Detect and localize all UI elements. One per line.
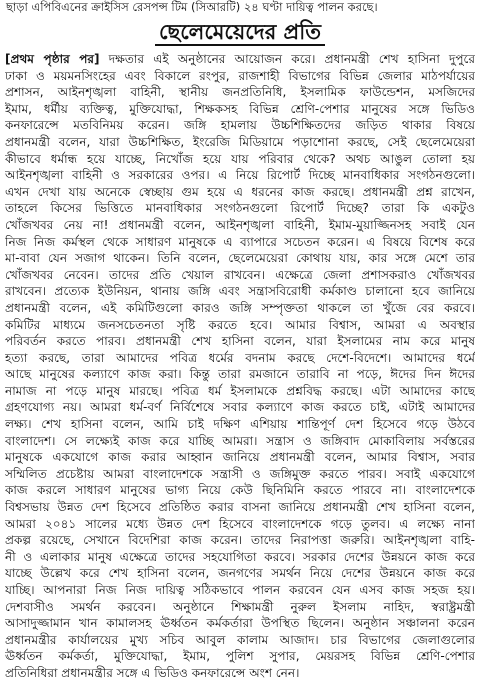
article-line: যাচ্ছে উল্লেখ করে শেখ হাসিনা বলেন, জনগণের সমর্থন নিয়ে দেশের উন্নয়নে কাজ করে bbox=[5, 566, 475, 581]
article-line: ঊর্ধ্বতন কর্মকর্তা, মুক্তিযোদ্ধা, ইমাম, পুলিশ সুপার, মেয়রসহ বিভিন্ন শ্রেণি-পেশার bbox=[5, 649, 475, 664]
article-line: প্রশাসন, আইনশৃঙ্খলা বাহিনী, স্থানীয় জনপ্রতিনিধি, ইসলামিক ফাউন্ডেশন, মসজিদের bbox=[5, 85, 475, 100]
article-line-text: দক্ষতার এই অনুষ্ঠানের আয়োজন করে। প্রধানমন্ত্রী শেখ হাসিনা দুপুরে bbox=[99, 52, 475, 66]
article-line: তাহলে কিসের ভিত্তিতে মানবাধিকার সংগঠনগুলো রিপোর্ট দিচ্ছে? তারা কি একটুও bbox=[5, 201, 475, 216]
article-line: এখন দেখা যায় অনেকে স্বেচ্ছায় গুম হয়ে এ ধরনের কাজ করছে। প্রধানমন্ত্রী প্রশ্ন রাখেন, bbox=[5, 184, 475, 199]
article-line: হত্যা করছে, তারা আমাদের পবিত্র ধর্মের বদনাম করছে দেশে-বিদেশে। আমাদের ধর্মে bbox=[5, 350, 475, 365]
article-line: রাখবেন। প্রত্যেক ইউনিয়ন, থানায় জঙ্গি এবং সন্ত্রাসবিরোধী কর্মকাণ্ড চালানো হবে জানিয়ে bbox=[5, 284, 475, 299]
article-line: কীভাবে ধর্মান্ধ হয়ে যাচ্ছে, নিখোঁজ হয়ে যায় পরিবার থেকে? অথচ আঙুল তোলা হয় bbox=[5, 151, 475, 166]
previous-article-tail: ছাড়া এপিবিএনের ক্রাইসিস রেসপন্স টিম (সিআরটি) ২৪ ঘণ্টা দায়িত্ব পালন করছে। bbox=[6, 0, 378, 14]
article-line: ইমাম, ধর্মীয় ব্যক্তিত্ব, মুক্তিযোদ্ধা, শিক্ষকসহ বিভিন্ন শ্রেণি-পেশার মানুষের সঙ্গে ভিডিও bbox=[5, 101, 475, 116]
article-line: বিশ্বসভায় উন্নত দেশ হিসেবে প্রতিষ্ঠিত করার বাসনা জানিয়ে প্রধানমন্ত্রী শেখ হাসিনা বলেন, bbox=[5, 500, 475, 515]
article-line: সম্মিলিত প্রচেষ্টায় আমরা বাংলাদেশকে সন্ত্রাসী ও জঙ্গিমুক্ত করতে পারব। সবাই একযোগে bbox=[5, 466, 475, 481]
article-line: ঢাকা ও ময়মনসিংহের এবং বিকালে রংপুর, রাজশাহী বিভাগের বিভিন্ন জেলার মাঠপর্যায়ের bbox=[5, 68, 475, 83]
article-line: পরিবর্তন করতে পারব। প্রধানমন্ত্রী শেখ হাসিনা বলেন, যারা ইসলামের নাম করে মানুষ bbox=[5, 334, 475, 349]
article-line: নিজ নিজ কর্মস্থল থেকে সাধারণ মানুষকে এ ব্যাপারে সচেতন করেন। এ বিষয়ে বিশেষ করে bbox=[5, 234, 475, 249]
article-body bbox=[4, 51, 476, 682]
article-line: প্রকল্প রয়েছে, সেখানে বিদেশিরা কাজ করেন। তাদের নিরাপত্তা জরুরি। আইনশৃঙ্খলা বাহি- bbox=[5, 533, 475, 548]
article-line: কমিটির মাধ্যমে জনসচেতনতা সৃষ্টি করতে হবে। আমার বিশ্বাস, আমরা এ অবস্থার bbox=[5, 317, 475, 332]
article-line: নী ও এলাকার মানুষ এক্ষেত্রে তাদের সহযোগিতা করবে। সরকার দেশের উন্নয়নে কাজ করে bbox=[5, 549, 475, 564]
article-line: আসাদুজ্জামান খান কামালসহ ঊর্ধ্বতন কর্মকর্তারা উপস্থিত ছিলেন। অনুষ্ঠান সঞ্চালনা করেন bbox=[5, 616, 475, 631]
article-line: আমরা ২০৪১ সালের মধ্যে উন্নত দেশ হিসেবে বাংলাদেশকে গড়ে তুলব। এ লক্ষ্যে নানা bbox=[5, 516, 475, 531]
article-line bbox=[5, 51, 475, 68]
article-line: কাজ করলে সাধারণ মানুষের ভাগ্য নিয়ে কেউ ছিনিমিনি করতে পারবে না। বাংলাদেশকে bbox=[5, 483, 475, 498]
article-line: মা-বাবা যেন সজাগ থাকেন। তিনি বলেন, ছেলেমেয়েরা কোথায় যায়, কার সঙ্গে মেশে তার bbox=[5, 251, 475, 266]
article-line: প্রতিনিধিরা প্রধানমন্ত্রীর সঙ্গে এ ভিডিও কনফারেন্সে অংশ নেন। bbox=[5, 665, 300, 680]
article-line: আছে মানুষের কল্যাণে কাজ করা। কিন্তু তারা রমজানে তারাবি না পড়ে, ঈদের দিন ঈদের bbox=[5, 367, 475, 382]
article-line: প্রধানমন্ত্রীর কার্যালয়ের মুখ্য সচিব আবুল কালাম আজাদ। চার বিভাগের জেলাগুলোর bbox=[5, 632, 475, 647]
article-line: বাংলাদেশ। সে লক্ষ্যেই কাজ করে যাচ্ছি আমরা। সন্ত্রাস ও জঙ্গিবাদ মোকাবিলায় সর্বস্তরের bbox=[5, 433, 475, 448]
article-line: প্রধানমন্ত্রী বলেন, এই কমিটিগুলো কারও জঙ্গি সম্পৃক্ততা থাকলে তা খুঁজে বের করবে। bbox=[5, 300, 475, 315]
article-line: কনফারেন্সে মতবিনিময় করেন। জঙ্গি হামলায় উচ্চশিক্ষিতদের জড়িত থাকার বিষয়ে bbox=[5, 118, 475, 133]
article-line: খোঁজখবর নেবেন। তাদের প্রতি খেয়াল রাখবেন। এক্ষেত্রে জেলা প্রশাসকরাও খোঁজখবর bbox=[5, 267, 475, 282]
article-headline bbox=[4, 17, 476, 51]
article-line: খোঁজখবর নেয় না! প্রধানমন্ত্রী বলেন, আইনশৃঙ্খলা বাহিনী, ইমাম-মুয়াজ্জিনসহ সবাই যেন bbox=[5, 217, 475, 232]
article-line: লক্ষ্য। শেখ হাসিনা বলেন, আমি চাই দক্ষিণ এশিয়ায় শান্তিপূর্ণ দেশ হিসেবে গড়ে উঠবে bbox=[5, 417, 475, 432]
article-line: গ্রহণযোগ্য নয়। আমরা ধর্ম-বর্ণ নির্বিশেষে সবার কল্যাণে কাজ করতে চাই, এটাই আমাদের bbox=[5, 400, 475, 415]
article-line: আইনশৃঙ্খলা বাহিনী ও সরকারের ওপর। এ নিয়ে রিপোর্ট দিচ্ছে মানবাধিকার সংগঠনগুলো। bbox=[5, 168, 475, 183]
article-line: দেশবাসীও সমর্থন করবেন। অনুষ্ঠানে শিক্ষামন্ত্রী নুরুল ইসলাম নাহিদ, স্বরাষ্ট্রমন্ত্রী bbox=[5, 599, 475, 614]
article-line: প্রধানমন্ত্রী বলেন, যারা উচ্চশিক্ষিত, ইংরেজি মিডিয়ামে পড়াশোনা করছে, সেই ছেলেমেয়েরা bbox=[5, 134, 475, 149]
article-line: মানুষকে একযোগে কাজ করার আহ্বান জানিয়ে প্রধানমন্ত্রী বলেন, আমার বিশ্বাস, সবার bbox=[5, 450, 475, 465]
headline-text: ছেলেমেয়েদের প্রতি bbox=[155, 20, 325, 46]
article-line: নামাজ না পড়ে মানুষ মারছে। পবিত্র ধর্ম ইসলামকে প্রশ্নবিদ্ধ করছে। এটা আমাদের কাছে bbox=[5, 383, 475, 398]
continued-from-front-page-tag: [প্রথম পৃষ্ঠার পর] bbox=[5, 52, 100, 66]
article-line: যাচ্ছি। আপনারা নিজ নিজ দায়িত্ব সঠিকভাবে পালন করবেন যেন এসব কাজ সহজ হয়। bbox=[5, 583, 475, 597]
